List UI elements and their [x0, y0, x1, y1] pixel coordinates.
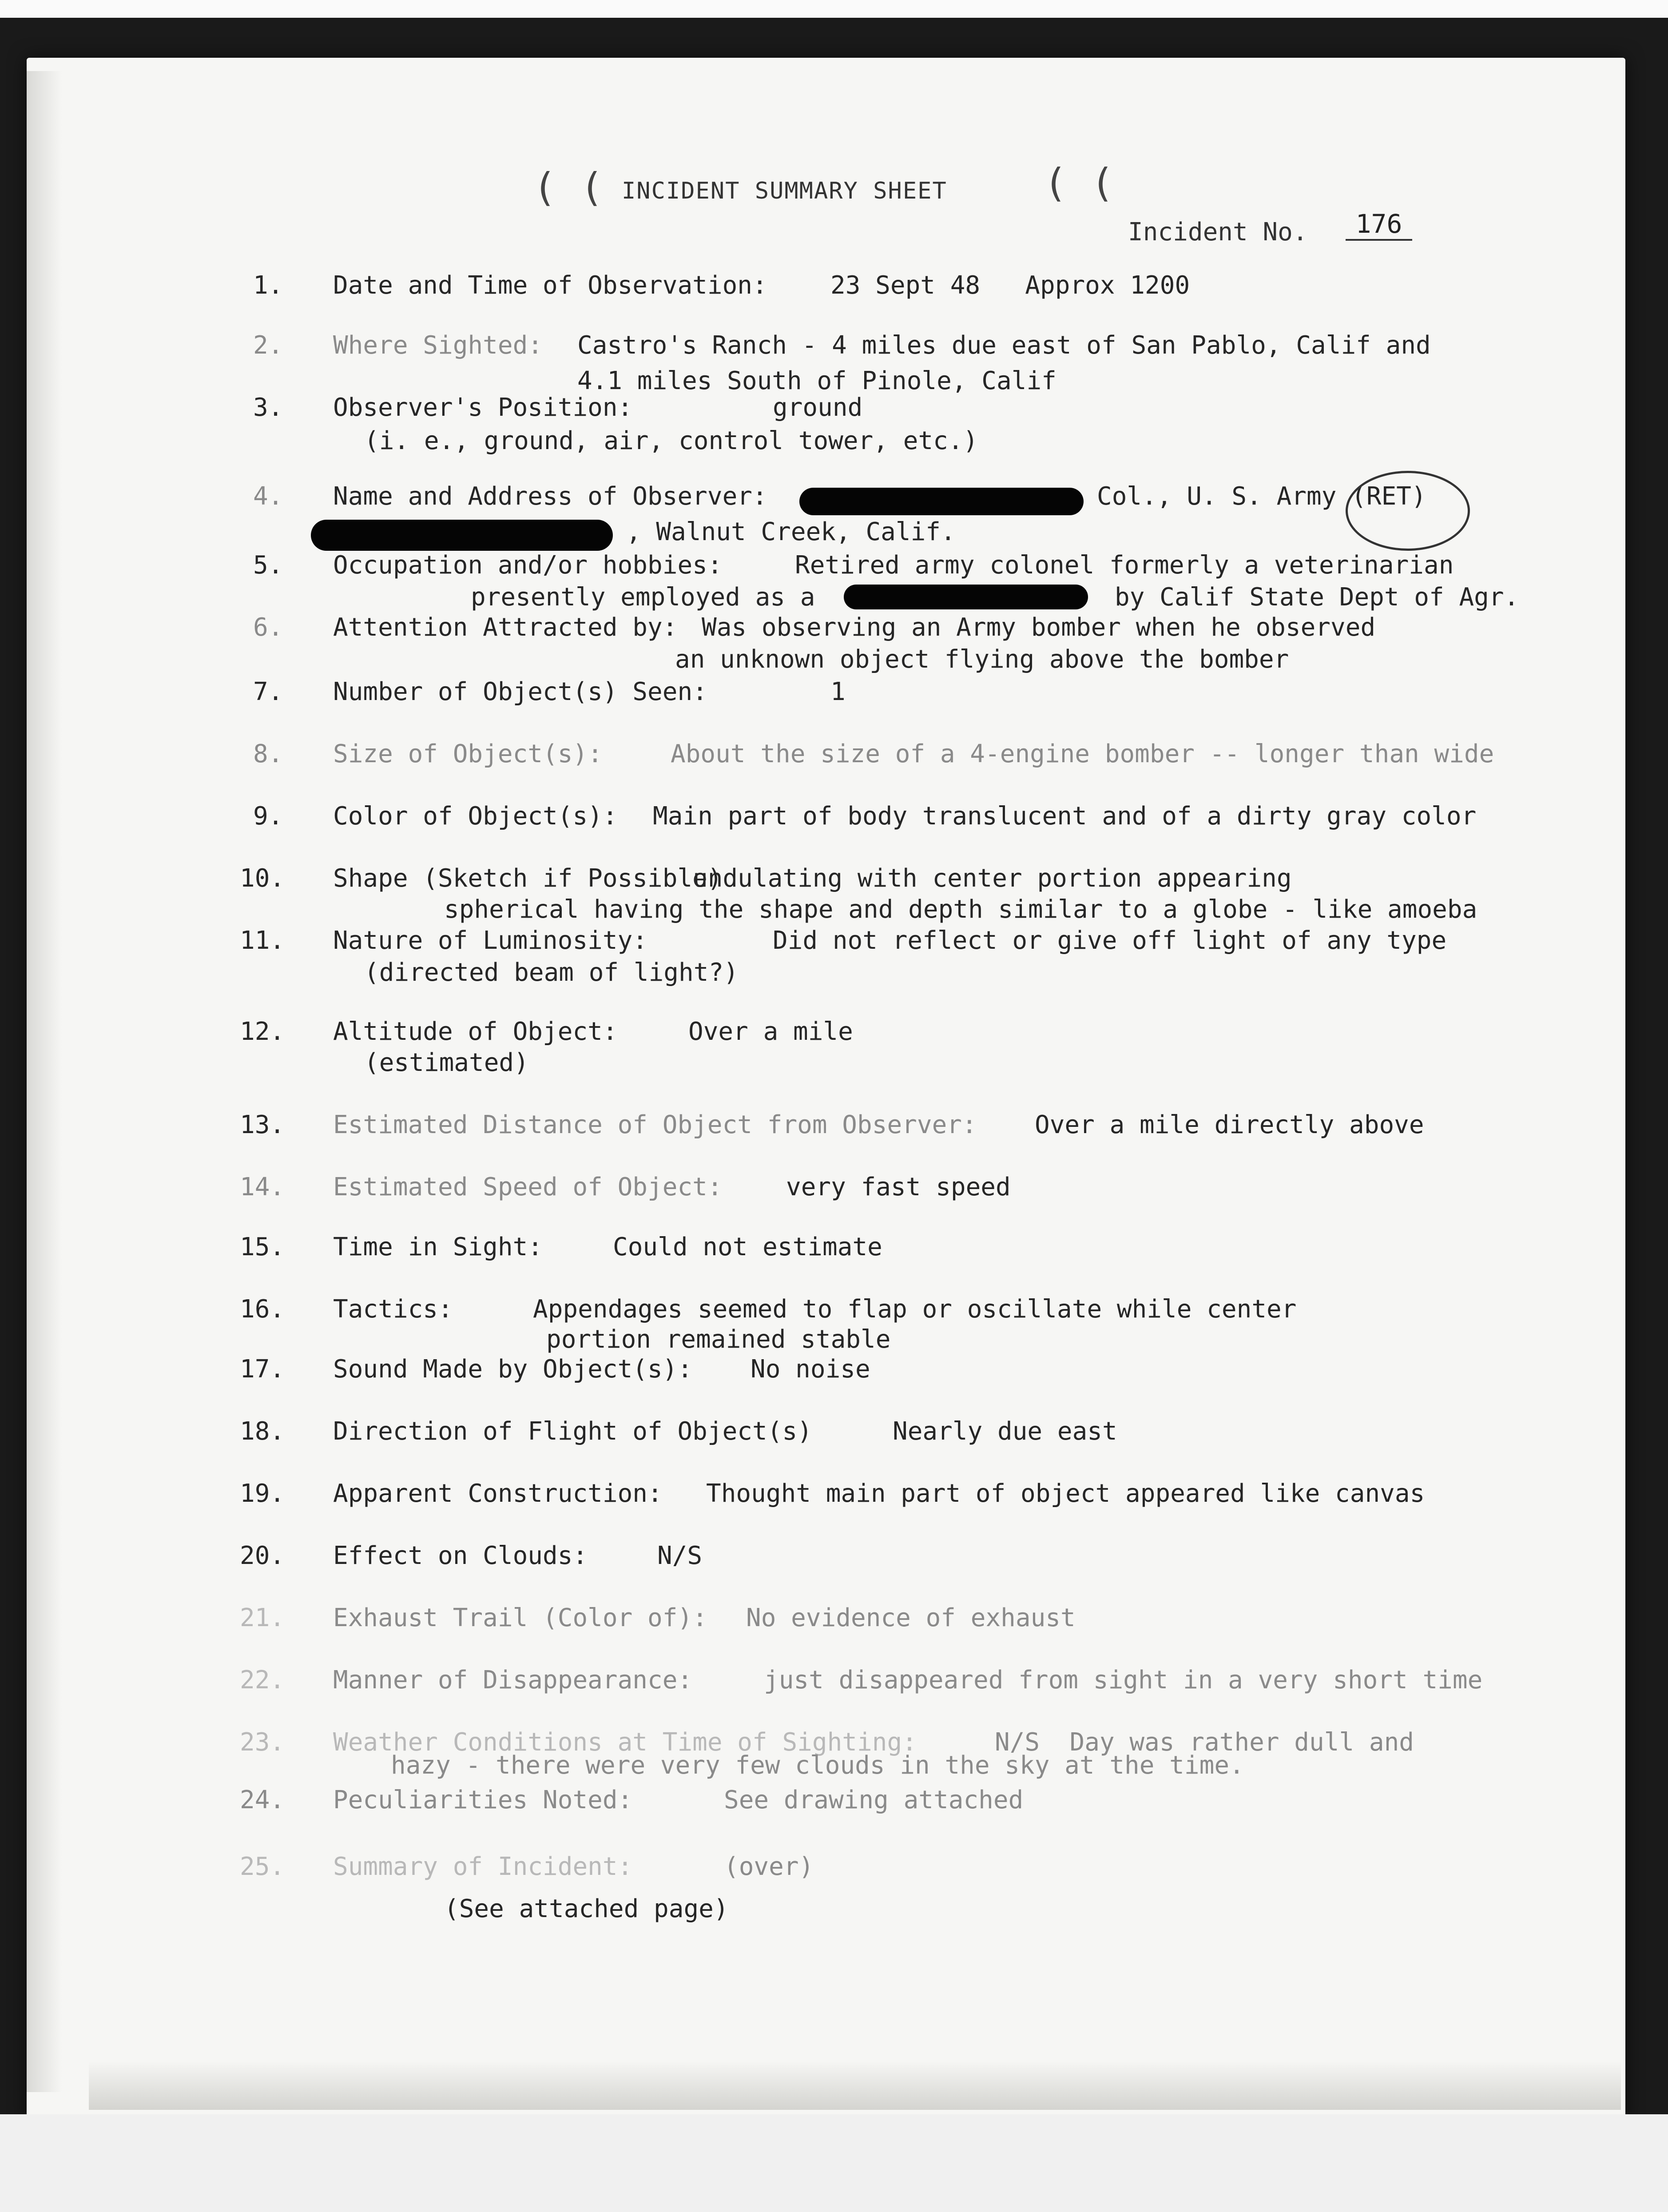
item-number: 7. [253, 677, 283, 706]
item-25 [240, 1852, 814, 1997]
item-number: 16. [240, 1295, 285, 1324]
item-label: Exhaust Trail (Color of): [333, 1603, 707, 1632]
item-number: 10. [240, 864, 285, 893]
scan-bottom-strip [0, 2114, 1668, 2212]
item-number: 2. [253, 331, 283, 360]
item-value: Did not reflect or give off light of any type [773, 926, 1447, 955]
item-value: No noise [751, 1355, 870, 1384]
item-value-line2: 4.1 miles South of Pinole, Calif [577, 366, 1056, 395]
item-number: 25. [240, 1852, 285, 1881]
item-value: Castro's Ranch - 4 miles due east of San Pablo, Calif and [577, 331, 1431, 360]
item-number: 24. [240, 1786, 285, 1814]
item-value-line2-end: by Calif State Dept of Agr. [1115, 583, 1519, 612]
item-number: 21. [240, 1603, 285, 1632]
item-label: Tactics: [333, 1295, 453, 1324]
item-value-line2: presently employed as a [471, 583, 815, 612]
item-label: Peculiarities Noted: [333, 1786, 633, 1814]
item-label: Name and Address of Observer: [333, 482, 767, 511]
item-value: Thought main part of object appeared like canvas [706, 1479, 1425, 1508]
item-value: N/S Day was rather dull and [995, 1728, 1414, 1757]
item-value: See drawing attached [724, 1786, 1024, 1814]
item-value: N/S [657, 1541, 703, 1570]
item-label: Effect on Clouds: [333, 1541, 588, 1570]
item-number: 19. [240, 1479, 285, 1508]
item-value: Over a mile [688, 1017, 853, 1046]
item-value-line2: spherical having the shape and depth similar to a globe - like amoeba [444, 895, 1477, 924]
item-value: ground [773, 393, 863, 422]
item-value: Was observing an Army bomber when he observed [702, 613, 1376, 642]
item-label: Color of Object(s): [333, 802, 618, 831]
item-value: Main part of body translucent and of a dirty gray color [653, 802, 1477, 831]
item-value-line2: an unknown object flying above the bomber [675, 645, 1289, 674]
item-label: Time in Sight: [333, 1233, 543, 1261]
item-number: 4. [253, 482, 283, 511]
item-value: (over) [724, 1852, 814, 1881]
item-value: 23 Sept 48 Approx 1200 [830, 271, 1190, 300]
page-title: INCIDENT SUMMARY SHEET [622, 178, 947, 204]
item-sub: (See attached page) [444, 1894, 729, 1923]
item-label: Where Sighted: [333, 331, 543, 360]
item-number: 1. [253, 271, 283, 300]
item-value: just disappeared from sight in a very short time [764, 1666, 1483, 1695]
item-label: Estimated Distance of Object from Observer: [333, 1110, 977, 1139]
item-value: undulating with center portion appearing [693, 864, 1292, 893]
incident-label: Incident No. [1128, 218, 1308, 247]
item-label: Weather Conditions at Time of Sighting: [333, 1728, 917, 1757]
redaction-bar [799, 488, 1084, 515]
item-sub: (i. e., ground, air, control tower, etc.) [364, 426, 978, 455]
item-value-line2: , Walnut Creek, Calif. [626, 517, 956, 546]
page-left-shadow [27, 71, 62, 2092]
item-number: 9. [253, 802, 283, 831]
item-value-line2: portion remained stable [546, 1325, 891, 1354]
item-number: 20. [240, 1541, 285, 1570]
item-number: 11. [240, 926, 285, 955]
item-number: 22. [240, 1666, 285, 1695]
item-number: 14. [240, 1173, 285, 1201]
item-value: About the size of a 4-engine bomber -- longer than wide [671, 740, 1494, 768]
item-label: Size of Object(s): [333, 740, 603, 768]
item-label: Altitude of Object: [333, 1017, 618, 1046]
redaction-bar [844, 585, 1088, 609]
item-value: No evidence of exhaust [746, 1603, 1076, 1632]
item-value-line2: hazy - there were very few clouds in the sky at the time. [391, 1751, 1244, 1780]
item-number: 3. [253, 393, 283, 422]
item-label: Number of Object(s) Seen: [333, 677, 707, 706]
item-number: 17. [240, 1355, 285, 1384]
item-value: Nearly due east [893, 1417, 1117, 1446]
item-number: 6. [253, 613, 283, 642]
redaction-bar [311, 520, 613, 551]
item-label: Direction of Flight of Object(s) [333, 1417, 812, 1446]
item-number: 15. [240, 1233, 285, 1261]
item-label: Date and Time of Observation: [333, 271, 767, 300]
item-number: 5. [253, 551, 283, 580]
item-label: Sound Made by Object(s): [333, 1355, 693, 1384]
item-sub: (estimated) [364, 1048, 529, 1077]
item-label: Nature of Luminosity: [333, 926, 648, 955]
item-number: 13. [240, 1110, 285, 1139]
item-number: 18. [240, 1417, 285, 1446]
item-number: 8. [253, 740, 283, 768]
page-bottom-shadow [89, 2061, 1621, 2110]
scan-top-strip [0, 0, 1668, 18]
item-number: 23. [240, 1728, 285, 1757]
item-label: Occupation and/or hobbies: [333, 551, 723, 580]
ret-circle [1346, 471, 1470, 551]
item-value: Col., U. S. Army (RET) [1097, 482, 1426, 511]
item-sub: (directed beam of light?) [364, 958, 739, 987]
item-value: Appendages seemed to flap or oscillate while center [533, 1295, 1297, 1324]
header-left-parens: ( ( [533, 164, 604, 210]
item-number: 12. [240, 1017, 285, 1046]
item-label: Estimated Speed of Object: [333, 1173, 723, 1201]
incident-number: 176 [1346, 209, 1412, 241]
item-label: Manner of Disappearance: [333, 1666, 693, 1695]
item-label: Observer's Position: [333, 393, 633, 422]
item-label: Summary of Incident: [333, 1852, 633, 1881]
item-value: very fast speed [786, 1173, 1011, 1201]
item-value: Retired army colonel formerly a veterinarian [795, 551, 1454, 580]
header-right-parens: ( ( [1044, 160, 1114, 206]
item-label: Apparent Construction: [333, 1479, 663, 1508]
item-label: Shape (Sketch if Possible) [333, 864, 723, 893]
item-value: Over a mile directly above [1035, 1110, 1424, 1139]
item-value: 1 [830, 677, 846, 706]
item-label: Attention Attracted by: [333, 613, 678, 642]
item-value: Could not estimate [613, 1233, 882, 1261]
